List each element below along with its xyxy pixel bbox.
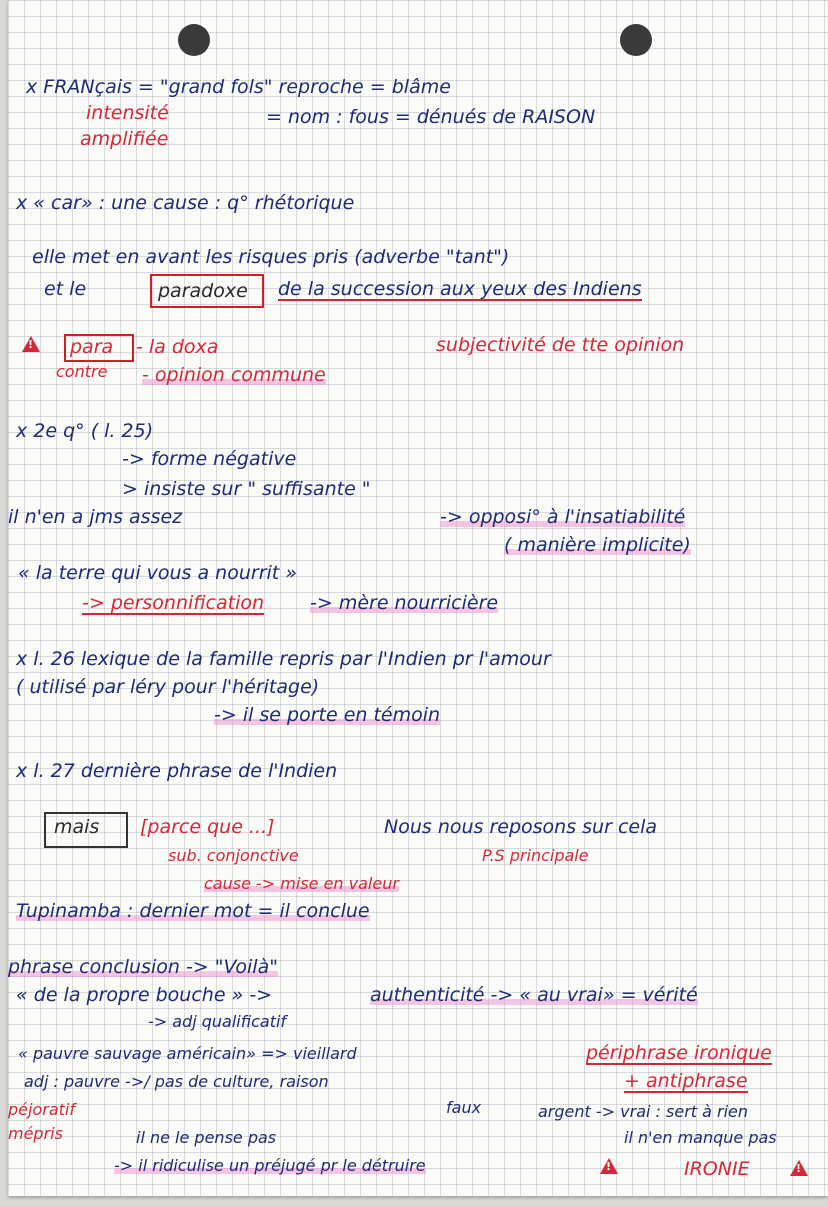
note-line: intensité [86,102,169,124]
note-line: et le [44,278,87,300]
note-line: périphrase ironique [586,1042,772,1064]
note-line: -> il ridiculise un préjugé pr le détruire [114,1156,426,1175]
note-line: x l. 27 dernière phrase de l'Indien [16,760,338,782]
note-line: - la doxa [136,336,219,358]
note-line: phrase conclusion -> "Voilà" [8,956,278,978]
note-line: x 2e q° ( l. 25) [16,420,154,442]
note-line: [parce que ...] [140,816,275,838]
note-line: mais [54,816,100,838]
note-line: = nom : fous = dénués de RAISON [266,106,596,128]
warning-icon [22,336,40,352]
note-line: x FRANçais = "grand fols" reproche = blâme [26,76,451,98]
note-line: -> mère nourricière [310,592,499,614]
note-line: sub. conjonctive [168,846,299,865]
note-line: il n'en a jms assez [8,506,183,528]
note-line: -> opposi° à l'insatiabilité [440,506,686,528]
warning-icon [600,1158,618,1174]
note-line: argent -> vrai : sert à rien [538,1102,749,1121]
note-line: ( utilisé par léry pour l'héritage) [16,676,320,698]
note-line: « pauvre sauvage américain» => vieillard [18,1044,357,1063]
note-line: cause -> mise en valeur [204,874,399,893]
warning-icon [790,1160,808,1176]
note-line: « la terre qui vous a nourrit » [18,562,297,584]
note-line: paradoxe [158,280,248,302]
note-line: -> personnification [82,592,265,614]
note-line: + antiphrase [624,1070,748,1092]
note-line: faux [446,1098,482,1117]
note-line: -> forme négative [122,448,297,470]
note-line: Nous nous reposons sur cela [384,816,658,838]
note-line: mépris [8,1124,63,1143]
note-line: x l. 26 lexique de la famille repris par l'Indien pr l'amour [16,648,551,670]
note-line: péjoratif [8,1100,75,1119]
note-line: - opinion commune [142,364,326,386]
note-line: subjectivité de tte opinion [436,334,685,356]
note-line: adj : pauvre ->/ pas de culture, raison [24,1072,329,1091]
note-line: P.S principale [482,846,589,865]
note-line: -> adj qualificatif [148,1012,287,1031]
binder-hole-left [178,24,210,56]
note-line: elle met en avant les risques pris (adverbe "tant") [32,246,510,268]
binder-hole-right [620,24,652,56]
note-line: il ne le pense pas [136,1128,277,1147]
note-line: x « car» : une cause : q° rhétorique [16,192,355,214]
note-line: « de la propre bouche » -> [16,984,273,1006]
note-line: > insiste sur " suffisante " [122,478,371,500]
note-line: amplifiée [80,128,169,150]
note-line: IRONIE [684,1158,750,1180]
note-line: Tupinamba : dernier mot = il conclue [16,900,370,922]
notebook-page [8,0,828,1196]
note-line: para [70,336,114,358]
note-line: contre [56,362,108,381]
note-line: -> il se porte en témoin [214,704,441,726]
note-line: de la succession aux yeux des Indiens [278,278,642,300]
note-line: authenticité -> « au vrai» = vérité [370,984,698,1006]
note-line: il n'en manque pas [624,1128,777,1147]
note-line: ( manière implicite) [504,534,691,556]
